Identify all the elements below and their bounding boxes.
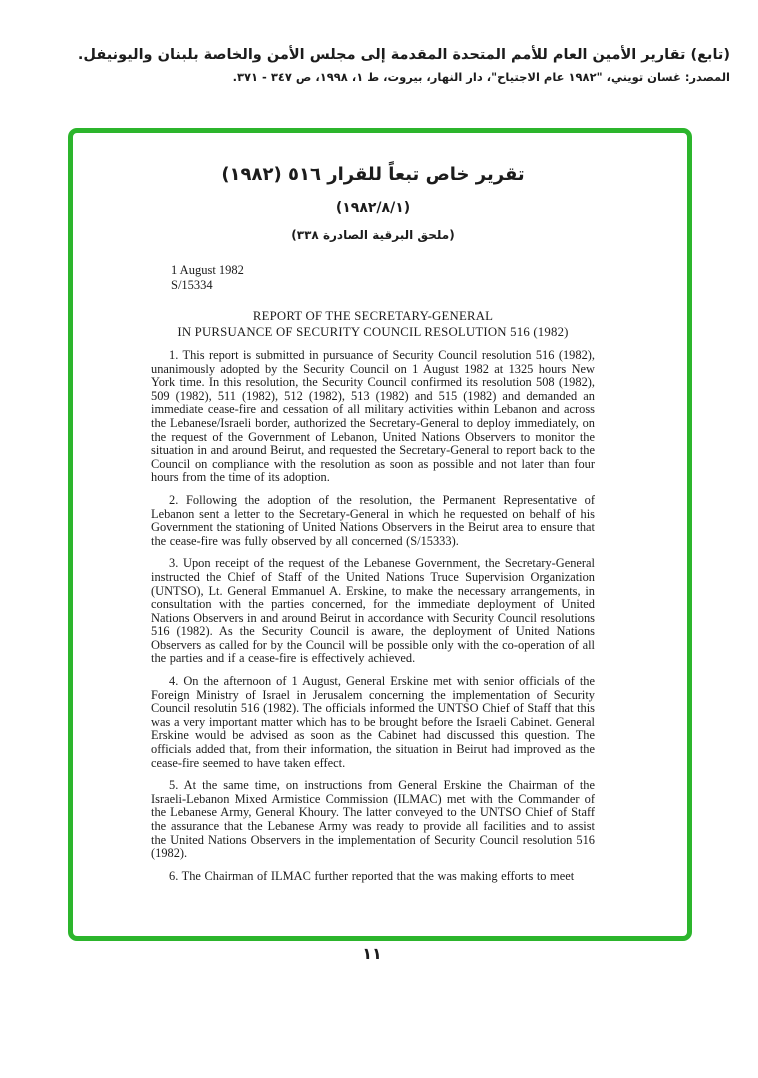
report-date-arabic: (١٩٨٢/٨/١) — [335, 200, 411, 216]
report-paragraph-4: 4. On the afternoon of 1 August, General Erskine met with senior officials of the Foreign Ministry of Israel in Jerusalem concerning the implementation of Security Council resolutin 516 (1982). The officials informed the UNTSO Chief of Staff that this was a very important matter which has to be brought before the Israeli Cabinet. General Erskine would be advised as soon as the Cabinet had discussed this question. The officials added that, from their information, the situation in Beirut had improved as the cease-fire seemed to have taken effect. — [151, 674, 595, 770]
report-paragraph-1: 1. This report is submitted in pursuance of Security Council resolution 516 (1982), unanimously adopted by the Security Council on 1 August 1982 at 1325 hours New York time. In this resolution, the Security Council confirmed its resolution 508 (1982), 509 (1982), 511 (1982), 512 (1982), 513 (1982) and 515 (1982) and demanded an immediate cease-fire and cessation of all military activities within Lebanon and across the Lebanese/Israeli border, authorized the Secretary-General to deploy immediately, on the request of the Government of Lebanon, United Nations Observers to monitor the situation in and around Beirut, and requested the Secretary-General to report back to the Council on compliance with the resolution as soon as possible and not later than four hours from the time of its adoption. — [151, 348, 595, 485]
header-title-arabic: (تابع) تقارير الأمين العام للأمم المتحدة المقدمة إلى مجلس الأمن والخاصة بلبنان واليونيفل. — [77, 47, 730, 63]
report-paragraph-6: 6. The Chairman of ILMAC further reported that the was making efforts to meet — [169, 868, 575, 883]
report-date: 1 August 1982 — [171, 263, 244, 277]
report-title-arabic: تقرير خاص تبعاً للقرار ٥١٦ (١٩٨٢) — [221, 164, 525, 185]
header-source-arabic: المصدر: غسان تويني، "١٩٨٢ عام الاجتياح"، دار النهار، بيروت، ط ١، ١٩٩٨، ص ٣٤٧ - ٣٧١. — [232, 70, 730, 84]
page-header — [26, 46, 730, 85]
report-heading — [151, 309, 595, 340]
document-frame — [68, 128, 692, 941]
document-meta — [171, 263, 595, 293]
report-heading-line1: REPORT OF THE SECRETARY-GENERAL — [252, 309, 494, 323]
report-paragraph-3: 3. Upon receipt of the request of the Lebanese Government, the Secretary-General instructed the Chief of Staff of the United Nations Truce Supervision Organization (UNTSO), Lt. General Emmanuel A. Erskine, to make the necessary arrangements, in consultation with the parties concerned, for the immediate deployment of United Nations Observers in and around Beirut in accordance with Security Council resolutions 516 (1982). As the Security Council is aware, the deployment of United Nations Observers as called for by the Council will be possible only with the co-operation of all the parties and if a cease-fire is effectively achieved. — [151, 556, 595, 666]
page-number: ١١ — [362, 944, 382, 963]
report-heading-line2: IN PURSUANCE OF SECURITY COUNCIL RESOLUTION 516 (1982) — [177, 324, 569, 339]
report-paragraph-2: 2. Following the adoption of the resolution, the Permanent Representative of Lebanon sent a letter to the Secretary-General in which he requested on behalf of his Government the stationing of United Nations Observers in the Beirut area to ensure that the cease-fire was fully observed by all concerned (S/15333). — [151, 492, 595, 548]
report-paragraph-5: 5. At the same time, on instructions from General Erskine the Chairman of the Israeli-Lebanon Mixed Armistice Commission (ILMAC) met with the Commander of the Lebanese Army, General Khoury. The latter conveyed to the UNTSO Chief of Staff the assurance that the Lebanese Army was ready to provide all facilities and to assist the United Nations Observers in the implementation of Security Council resolution 516 (1982). — [151, 778, 595, 861]
document-number: S/15334 — [171, 278, 213, 292]
report-annex-note-arabic: (ملحق البرقية الصادرة ٣٣٨) — [291, 228, 455, 242]
